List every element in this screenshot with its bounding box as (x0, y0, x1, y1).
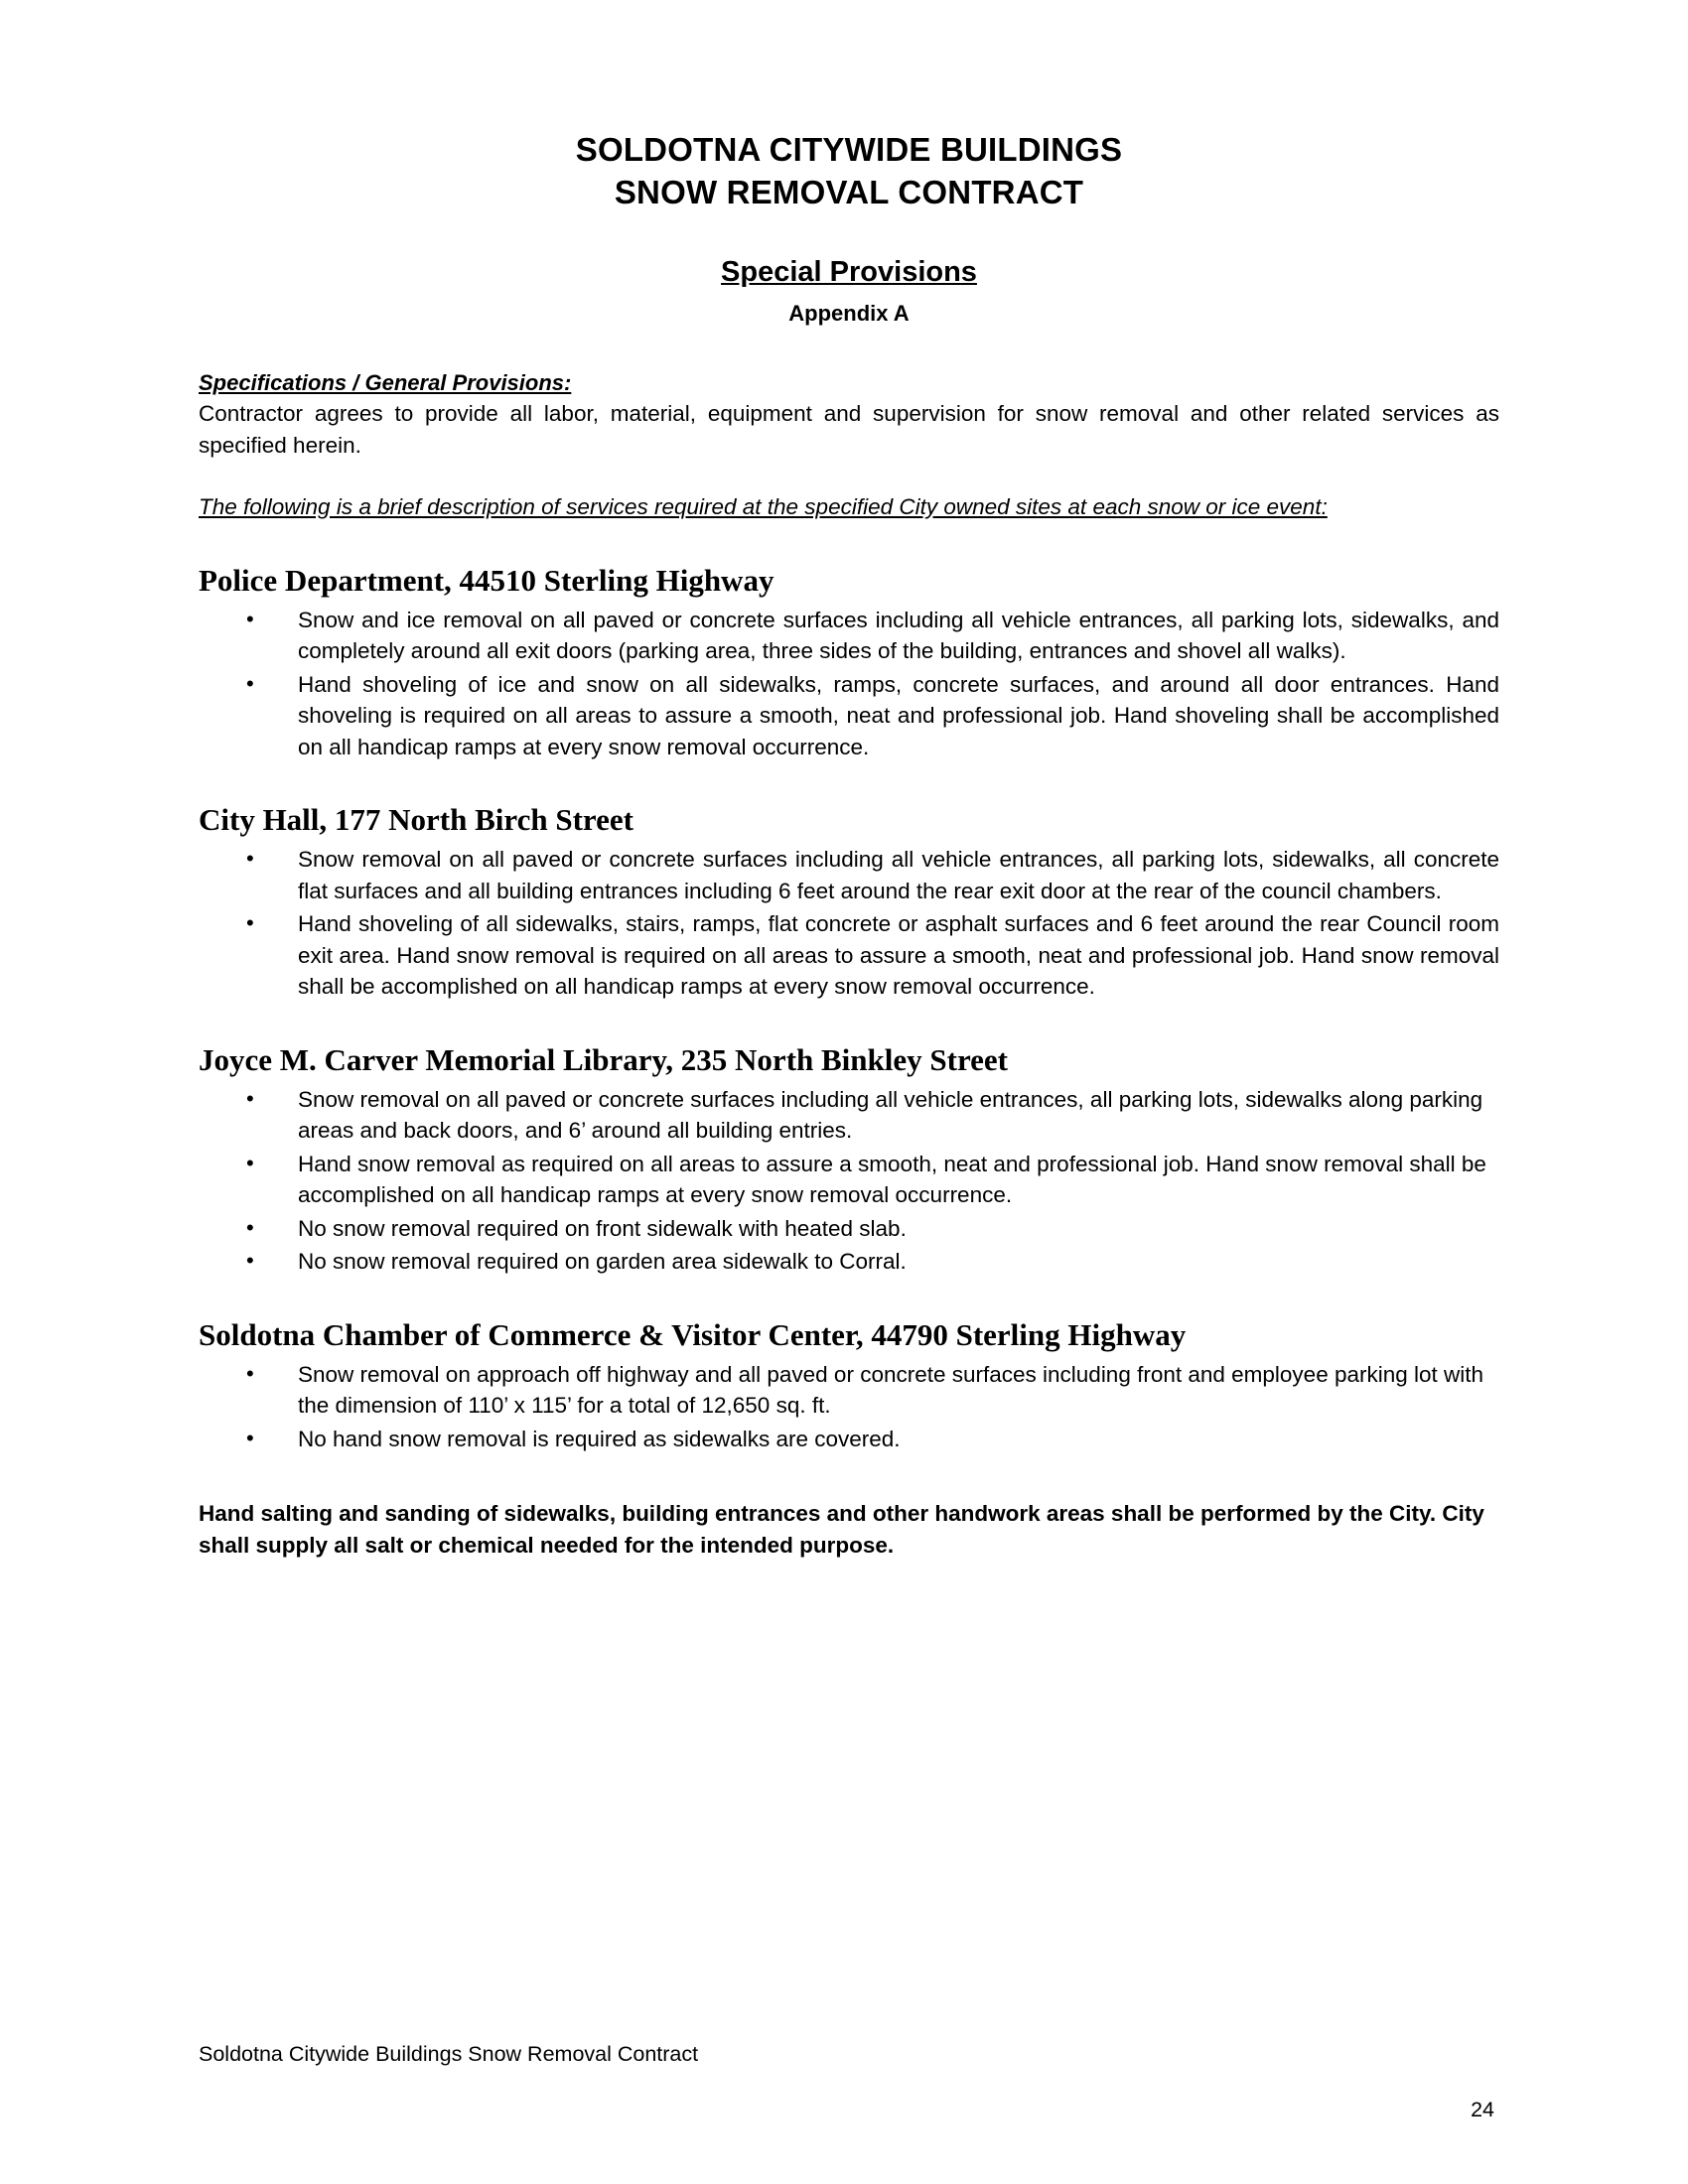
list-item (199, 605, 1499, 667)
list-item-text: Snow removal on all paved or concrete surfaces including all vehicle entrances, all parking lots, sidewalks, all concrete flat surfaces and all building entrances including 6 feet around the rear exit door at the rear of the council chambers. (298, 847, 1499, 903)
list-item-text: No snow removal required on garden area sidewalk to Corral. (298, 1249, 907, 1275)
site-heading-chamber-of-commerce: Soldotna Chamber of Commerce & Visitor Center, 44790 Sterling Highway (199, 1316, 1187, 1352)
bullet-icon: • (246, 1248, 254, 1274)
bullet-icon: • (246, 1150, 254, 1175)
appendix-label: Appendix A (788, 300, 910, 326)
site-heading-library: Joyce M. Carver Memorial Library, 235 North Binkley Street (199, 1041, 1009, 1077)
list-item (199, 1084, 1499, 1147)
list-item-text: No hand snow removal is required as sidewalks are covered. (298, 1426, 901, 1451)
document-title (199, 129, 1499, 214)
bullet-icon: • (246, 1425, 254, 1450)
site-heading-police-department: Police Department, 44510 Sterling Highway (199, 562, 774, 598)
bullet-icon: • (246, 910, 254, 936)
bullet-icon: • (246, 606, 254, 631)
bullet-icon: • (246, 1360, 254, 1386)
list-item-text: Hand snow removal as required on all areas to assure a smooth, neat and professional job. Hand snow removal shall be accomplished on all handicap ramps at every snow removal occurrence. (298, 1151, 1486, 1208)
site-bullets-library (199, 1084, 1499, 1278)
site-bullets-police-department (199, 605, 1499, 763)
list-item-text: Hand shoveling of all sidewalks, stairs, ramps, flat concrete or asphalt surfaces and 6 feet around the rear Council room exit area. Hand snow removal is required on all areas to assure a smooth, neat and professional job. Hand snow removal shall be accomplished on all handicap ramps at every snow removal occurrence. (298, 911, 1499, 1000)
list-item-text: Snow and ice removal on all paved or concrete surfaces including all vehicle entrances, all parking lots, sidewalks, and completely around all exit doors (parking area, three sides of the building, entrances and shovel all walks). (298, 607, 1499, 664)
bullet-icon: • (246, 846, 254, 872)
site-bullets-city-hall (199, 844, 1499, 1003)
list-item (199, 1149, 1499, 1211)
bullet-icon: • (246, 670, 254, 696)
bullet-icon: • (246, 1214, 254, 1240)
list-item (199, 844, 1499, 906)
document-subtitle (199, 256, 1499, 289)
site-bullets-chamber-of-commerce (199, 1359, 1499, 1455)
list-item (199, 1213, 1499, 1245)
list-item-text: Hand shoveling of ice and snow on all sidewalks, ramps, concrete surfaces, and around all door entrances. Hand shoveling is required on all areas to assure a smooth, neat and professional job. Hand shoveling shall be accomplished on all handicap ramps at every snow removal occurrence. (298, 671, 1499, 759)
list-item (199, 1359, 1499, 1422)
list-item (199, 1424, 1499, 1455)
bullet-icon: • (246, 1085, 254, 1111)
specifications-heading: Specifications / General Provisions: (199, 369, 572, 395)
title-line-2: SNOW REMOVAL CONTRACT (614, 173, 1084, 210)
page-footer: Soldotna Citywide Buildings Snow Removal Contract (199, 2042, 699, 2066)
intro-note: The following is a brief description of services required at the specified City owned sites at each snow or ice event: (199, 493, 1328, 519)
list-item (199, 669, 1499, 763)
site-heading-city-hall: City Hall, 177 North Birch Street (199, 802, 633, 838)
list-item (199, 908, 1499, 1003)
title-line-1: SOLDOTNA CITYWIDE BUILDINGS (575, 131, 1123, 168)
subtitle-text: Special Provisions (721, 255, 977, 288)
page-number: 24 (1471, 2098, 1494, 2121)
list-item-text: Snow removal on approach off highway and all paved or concrete surfaces including front and employee parking lot with the dimension of 110’ x 115’ for a total of 12,650 sq. ft. (298, 1361, 1484, 1419)
specifications-paragraph: Contractor agrees to provide all labor, material, equipment and supervision for snow removal and other related services as specified herein. (199, 400, 1499, 458)
list-item-text: No snow removal required on front sidewalk with heated slab. (298, 1215, 907, 1241)
list-item (199, 1246, 1499, 1278)
list-item-text: Snow removal on all paved or concrete surfaces including all vehicle entrances, all parking lots, sidewalks along parking areas and back doors, and 6’ around all building entries. (298, 1086, 1483, 1144)
closing-note: Hand salting and sanding of sidewalks, building entrances and other handwork areas shall be performed by the City. City shall supply all salt or chemical needed for the intended purpose. (199, 1501, 1484, 1559)
